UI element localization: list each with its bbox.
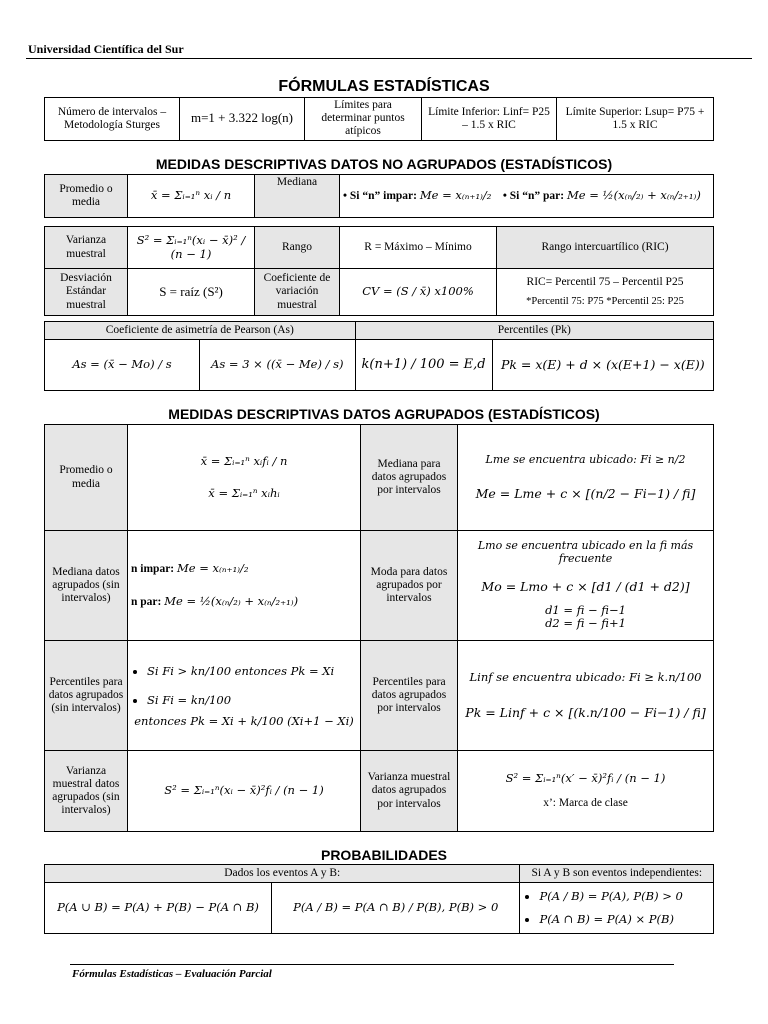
g-var-nint-label: Varianza muestral datos agrupados (sin intervalos) <box>45 751 128 832</box>
events-label: Dados los eventos A y B: <box>45 865 520 883</box>
median-odd-formula: Me = x₍ₙ₊₁₎/₂ <box>419 187 492 202</box>
institution-header: Universidad Científica del Sur <box>28 42 184 56</box>
percentile-position: k(n+1) / 100 = E,d <box>355 340 492 391</box>
g-perc-int-formula: Pk = Linf + c × [(k.n/100 − Fi−1) / fi] <box>465 704 706 720</box>
g-median-odd-label: n impar: <box>131 563 175 576</box>
g-mode-loc: Lmo se encuentra ubicado en la fi más frecuente <box>477 539 694 566</box>
g-median-even-f: Me = ½(x₍ₙ/₂₎ + x₍ₙ/₂₊₁₎) <box>164 593 299 608</box>
g-mode-formula: Mo = Lmo + c × [d1 / (d1 + d2)] <box>481 578 690 594</box>
ric-formula: RIC= Percentil 75 – Percentil P25 <box>526 276 684 289</box>
g-perc-nint-3: entonces Pk = Xi + k/100 (Xi+1 − Xi) <box>134 714 354 729</box>
header-divider <box>26 58 752 59</box>
sturges-table <box>44 97 714 141</box>
median-label: Mediana <box>255 175 340 218</box>
g-var-int-label: Varianza muestral datos agrupados por intervalos <box>361 751 458 832</box>
percentile-label: Percentiles (Pk) <box>355 322 713 340</box>
prob-indep2: • P(A ∩ B) = P(A) × P(B) <box>539 913 710 926</box>
g-perc-int-loc: Linf se encuentra ubicado: Fi ≥ k.n/100 <box>469 669 702 684</box>
g-median-int-formula: Me = Lme + c × [(n/2 − Fi−1) / fi] <box>475 485 696 501</box>
median-odd-label: • Si “n” impar: <box>343 189 417 202</box>
pearson-percentile-table <box>44 321 714 391</box>
range-formula: R = Máximo – Mínimo <box>340 227 497 269</box>
footer-divider <box>70 964 674 965</box>
prob-title: PROBABILIDADES <box>320 847 447 863</box>
percentile-formula: Pk = x(E) + d × (x(E+1) − x(E)) <box>492 340 713 391</box>
sd-label: Desviación Estándar muestral <box>45 269 128 316</box>
mean-label: Promedio o media <box>45 175 128 218</box>
ungrouped-title: MEDIDAS DESCRIPTIVAS DATOS NO AGRUPADOS (ESTADÍSTICOS) <box>155 156 613 172</box>
pearson-as1: As = (x̄ − Mo) / s <box>45 340 200 391</box>
g-perc-nint-2: • Si Fi = kn/100 <box>147 694 357 707</box>
median-even-formula: Me = ½(x₍ₙ/₂₎ + x₍ₙ/₂₊₁₎) <box>566 187 701 202</box>
pearson-label: Coeficiente de asimetría de Pearson (As) <box>45 322 356 340</box>
g-median-even-label: n par: <box>131 595 162 608</box>
g-var-nint-formula: S² = Σᵢ₌₁ⁿ(xᵢ − x̄)²fᵢ / (n − 1) <box>128 751 361 832</box>
variance-label: Varianza muestral <box>45 227 128 269</box>
g-perc-int-label: Percentiles para datos agrupados por intervalos <box>361 641 458 751</box>
g-var-int-formula: S² = Σᵢ₌₁ⁿ(x′ − x̄)²fᵢ / (n − 1) <box>505 770 666 785</box>
g-var-int-note: x’: Marca de clase <box>543 797 628 809</box>
g-perc-nint-1: • Si Fi > kn/100 entonces Pk = Xi <box>147 665 357 678</box>
sturges-label: Número de intervalos – Metodología Sturges <box>45 98 180 141</box>
median-even-label: • Si “n” par: <box>502 189 565 202</box>
footer-text: Fórmulas Estadísticas – Evaluación Parcial <box>72 968 272 980</box>
g-mean-f1: x̄ = Σᵢ₌₁ⁿ xᵢfᵢ / n <box>200 454 288 469</box>
g-mode-d2: d2 = fi − fi+1 <box>545 616 626 631</box>
cv-formula: CV = (S / x̄) x100% <box>340 269 497 316</box>
grouped-title: MEDIDAS DESCRIPTIVAS DATOS AGRUPADOS (ESTADÍSTICOS) <box>168 406 600 422</box>
sd-formula: S = raíz (S²) <box>128 269 255 316</box>
g-median-int-loc: Lme se encuentra ubicado: Fi ≥ n/2 <box>485 452 686 466</box>
atypical-label: Límites para determinar puntos atípicos <box>305 98 422 141</box>
prob-indep1: • P(A / B) = P(A), P(B) > 0 <box>539 890 710 903</box>
g-perc-nint-label: Percentiles para datos agrupados (sin intervalos) <box>45 641 128 751</box>
grouped-table <box>44 424 714 832</box>
ungrouped-mean-table <box>44 174 714 218</box>
mean-formula: x̄ = Σᵢ₌₁ⁿ xᵢ / n <box>128 175 255 218</box>
ric-note: *Percentil 75: P75 *Percentil 25: P25 <box>526 295 684 307</box>
g-mode-label: Moda para datos agrupados por intervalos <box>361 531 458 641</box>
g-median-int-label: Mediana para datos agrupados por intervalos <box>361 425 458 531</box>
range-label: Rango <box>255 227 340 269</box>
sturges-formula: m=1 + 3.322 log(n) <box>180 98 305 141</box>
lower-limit: Límite Inferior: Linf= P25 – 1.5 x RIC <box>422 98 557 141</box>
page-title: FÓRMULAS ESTADÍSTICAS <box>278 78 490 95</box>
prob-cond: P(A / B) = P(A ∩ B) / P(B), P(B) > 0 <box>272 883 520 934</box>
prob-table <box>44 864 714 934</box>
cv-label: Coeficiente de variación muestral <box>255 269 340 316</box>
g-median-odd-f: Me = x₍ₙ₊₁₎/₂ <box>177 561 249 576</box>
g-mode-d1: d1 = fi − fi−1 <box>545 603 626 618</box>
g-median-nint-label: Mediana datos agrupados (sin intervalos) <box>45 531 128 641</box>
ungrouped-variance-table <box>44 226 714 316</box>
g-mean-f2: x̄ = Σᵢ₌₁ⁿ xᵢhᵢ <box>208 485 280 500</box>
indep-label: Si A y B son eventos independientes: <box>520 865 714 883</box>
pearson-as2: As = 3 × ((x̄ − Me) / s) <box>200 340 356 391</box>
iqr-label: Rango intercuartílico (RIC) <box>497 227 714 269</box>
upper-limit: Límite Superior: Lsup= P75 + 1.5 x RIC <box>557 98 714 141</box>
g-mean-label: Promedio o media <box>45 425 128 531</box>
prob-union: P(A ∪ B) = P(A) + P(B) − P(A ∩ B) <box>45 883 272 934</box>
variance-formula: S² = Σᵢ₌₁ⁿ(xᵢ − x̄)² / (n − 1) <box>128 227 255 269</box>
